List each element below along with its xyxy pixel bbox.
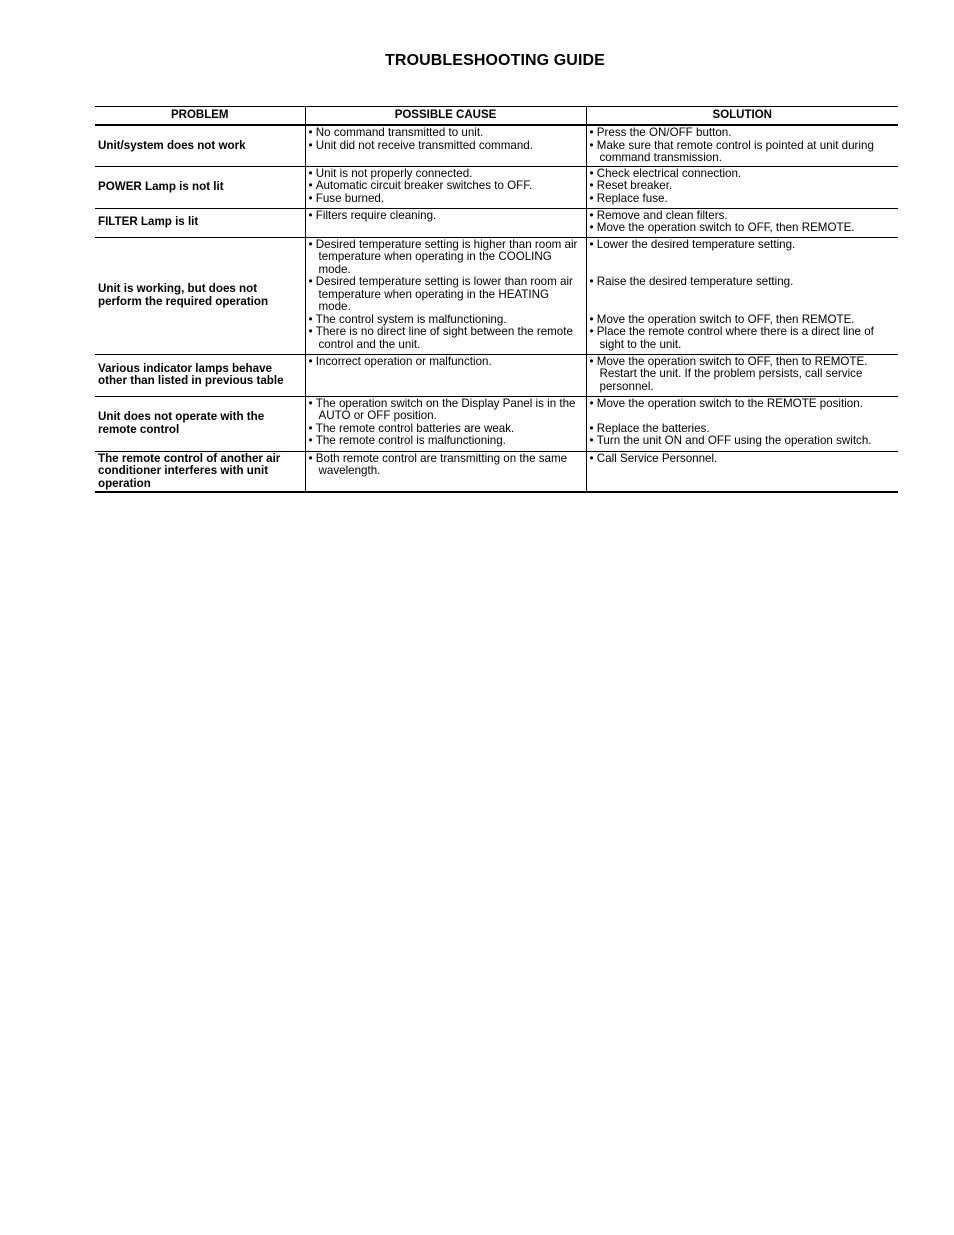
cause-item: • Desired temperature setting is lower than room air temperature when operating in the HEATING mode. (309, 276, 583, 314)
table-row (95, 451, 898, 492)
solution-cell (586, 451, 898, 492)
solution-item: • Reset breaker. (590, 180, 896, 193)
cause-item: • The remote control is malfunctioning. (309, 435, 583, 448)
solution-item: • Place the remote control where there is a direct line of sight to the unit. (590, 326, 896, 351)
solution-item: • Make sure that remote control is pointed at unit during command transmission. (590, 140, 896, 165)
problem-cell: Various indicator lamps behave other than listed in previous table (95, 354, 305, 396)
cause-cell (305, 451, 586, 492)
problem-cell: FILTER Lamp is lit (95, 208, 305, 237)
cause-item: • Fuse burned. (309, 193, 583, 206)
solution-cell (586, 354, 898, 396)
cause-item: • Desired temperature setting is higher than room air temperature when operating in the COOLING mode. (309, 239, 583, 277)
solution-item: • Replace the batteries. (590, 423, 896, 436)
problem-cell: POWER Lamp is not lit (95, 166, 305, 208)
cause-cell (305, 354, 586, 396)
header-problem: PROBLEM (95, 107, 305, 126)
cause-item: • The operation switch on the Display Panel is in the AUTO or OFF position. (309, 398, 583, 423)
problem-cell: The remote control of another air conditioner interferes with unit operation (95, 451, 305, 492)
solution-cell (586, 208, 898, 237)
page-title: TROUBLESHOOTING GUIDE (385, 52, 605, 69)
cause-cell (305, 237, 586, 354)
header-possible-cause: POSSIBLE CAUSE (305, 107, 586, 126)
solution-item: • Press the ON/OFF button. (590, 127, 896, 140)
problem-cell: Unit/system does not work (95, 125, 305, 166)
solution-cell (586, 396, 898, 451)
table-row (95, 237, 898, 354)
solution-cell (586, 166, 898, 208)
table-row (95, 166, 898, 208)
cause-item: • Automatic circuit breaker switches to OFF. (309, 180, 583, 193)
solution-item: • Call Service Personnel. (590, 453, 896, 466)
cause-item: • The control system is malfunctioning. (309, 314, 583, 327)
solution-cell (586, 237, 898, 354)
table-header-row (95, 107, 898, 126)
cause-cell (305, 166, 586, 208)
solution-item: • Remove and clean filters. (590, 210, 896, 223)
table-row (95, 208, 898, 237)
cause-item: • Unit did not receive transmitted command. (309, 140, 583, 153)
solution-item: • Move the operation switch to OFF, then REMOTE. (590, 222, 896, 235)
cause-item: • Incorrect operation or malfunction. (309, 356, 583, 369)
cause-item: • Unit is not properly connected. (309, 168, 583, 181)
solution-item: • Move the operation switch to OFF, then to REMOTE. Restart the unit. If the problem persists, call service personnel. (590, 356, 896, 394)
cause-item: • The remote control batteries are weak. (309, 423, 583, 436)
solution-item: • Check electrical connection. (590, 168, 896, 181)
header-solution: SOLUTION (586, 107, 898, 126)
cause-item: • Both remote control are transmitting on the same wavelength. (309, 453, 583, 478)
cause-item: • There is no direct line of sight between the remote control and the unit. (309, 326, 583, 351)
table-row (95, 354, 898, 396)
problem-cell: Unit does not operate with the remote control (95, 396, 305, 451)
solution-item: • Lower the desired temperature setting. (590, 239, 896, 252)
solution-item: • Replace fuse. (590, 193, 896, 206)
problem-cell: Unit is working, but does not perform the required operation (95, 237, 305, 354)
solution-cell (586, 125, 898, 166)
solution-item: • Raise the desired temperature setting. (590, 276, 896, 289)
cause-item: • No command transmitted to unit. (309, 127, 583, 140)
cause-cell (305, 125, 586, 166)
solution-item: • Turn the unit ON and OFF using the operation switch. (590, 435, 896, 448)
cause-cell (305, 208, 586, 237)
troubleshooting-table (95, 106, 898, 493)
table-row (95, 125, 898, 166)
solution-item: • Move the operation switch to the REMOTE position. (590, 398, 896, 411)
table-row (95, 396, 898, 451)
solution-item: • Move the operation switch to OFF, then REMOTE. (590, 314, 896, 327)
cause-cell (305, 396, 586, 451)
cause-item: • Filters require cleaning. (309, 210, 583, 223)
